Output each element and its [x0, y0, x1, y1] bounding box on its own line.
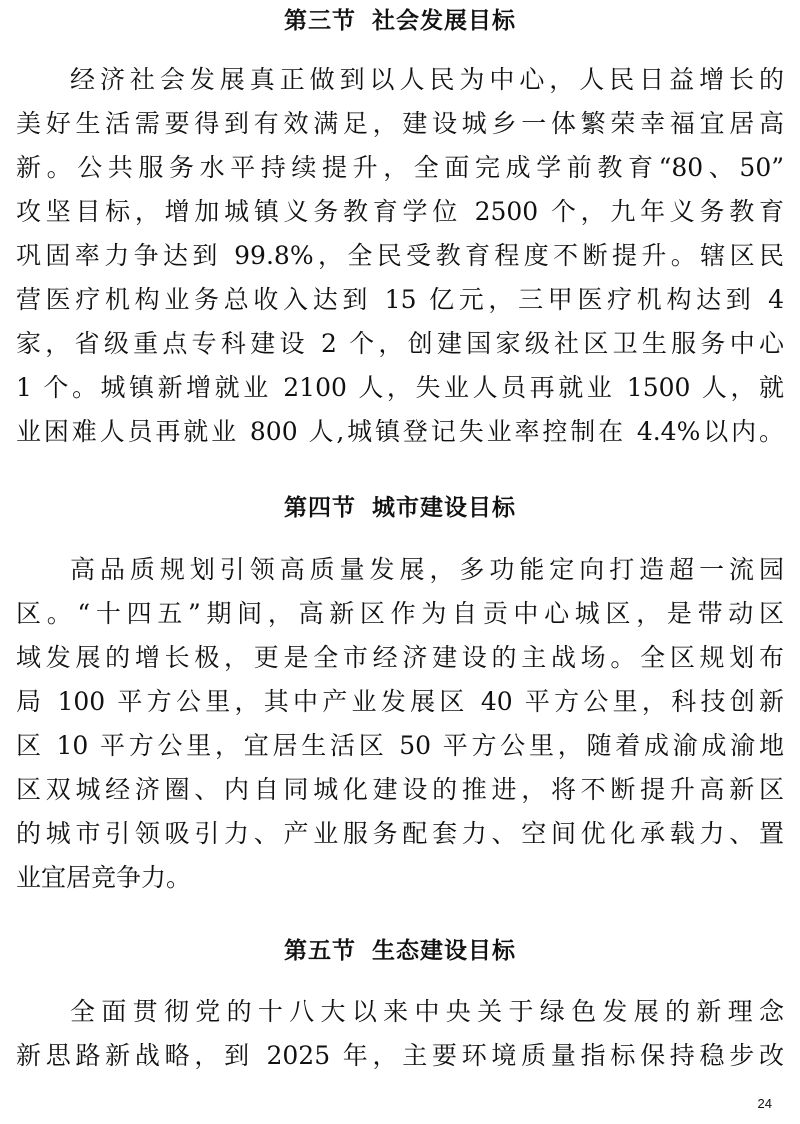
section-heading-4 — [0, 493, 800, 523]
text-line: 区双城经济圈、内自同城化建设的推进，将不断提升高新区 — [16, 775, 784, 804]
text-line: 巩固率力争达到 99.8%，全民受教育程度不断提升。辖区民 — [16, 241, 784, 270]
section-title: 城市建设目标 — [372, 495, 516, 521]
section-number: 第五节 — [284, 938, 356, 964]
text-line: 区。“十四五”期间，高新区作为自贡中心城区，是带动区 — [16, 599, 784, 628]
paragraph-urban-construction — [16, 548, 784, 900]
section-heading-3 — [0, 6, 800, 36]
paragraph-social-development — [16, 58, 784, 454]
section-heading-5 — [0, 936, 800, 966]
text-line: 业困难人员再就业 800 人,城镇登记失业率控制在 4.4%以内。 — [16, 417, 784, 446]
text-line: 区 10 平方公里，宜居生活区 50 平方公里，随着成渝成渝地 — [16, 731, 784, 760]
text-line: 业宜居竞争力。 — [16, 863, 192, 892]
text-line: 域发展的增长极，更是全市经济建设的主战场。全区规划布 — [16, 643, 784, 672]
text-line: 局 100 平方公里，其中产业发展区 40 平方公里，科技创新 — [16, 687, 784, 716]
text-line: 美好生活需要得到有效满足，建设城乡一体繁荣幸福宜居高 — [16, 109, 784, 138]
text-line: 新。公共服务水平持续提升，全面完成学前教育“80、50” — [16, 153, 784, 182]
text-line: 新思路新战略，到 2025 年，主要环境质量指标保持稳步改 — [16, 1041, 784, 1070]
section-title: 生态建设目标 — [372, 938, 516, 964]
page-number: 24 — [757, 1096, 772, 1111]
section-number: 第三节 — [284, 8, 356, 34]
text-line: 营医疗机构业务总收入达到 15 亿元，三甲医疗机构达到 4 — [16, 285, 784, 314]
section-number: 第四节 — [284, 495, 356, 521]
text-line: 1 个。城镇新增就业 2100 人，失业人员再就业 1500 人，就 — [16, 373, 784, 402]
text-line: 经济社会发展真正做到以人民为中心，人民日益增长的 — [70, 65, 784, 94]
text-line: 家，省级重点专科建设 2 个，创建国家级社区卫生服务中心 — [16, 329, 784, 358]
text-line: 高品质规划引领高质量发展，多功能定向打造超一流园 — [70, 555, 784, 584]
paragraph-ecological-construction — [16, 990, 784, 1078]
text-line: 全面贯彻党的十八大以来中央关于绿色发展的新理念 — [70, 997, 784, 1026]
text-line: 的城市引领吸引力、产业服务配套力、空间优化承载力、置 — [16, 819, 784, 848]
section-title: 社会发展目标 — [372, 8, 516, 34]
text-line: 攻坚目标，增加城镇义务教育学位 2500 个，九年义务教育 — [16, 197, 784, 226]
